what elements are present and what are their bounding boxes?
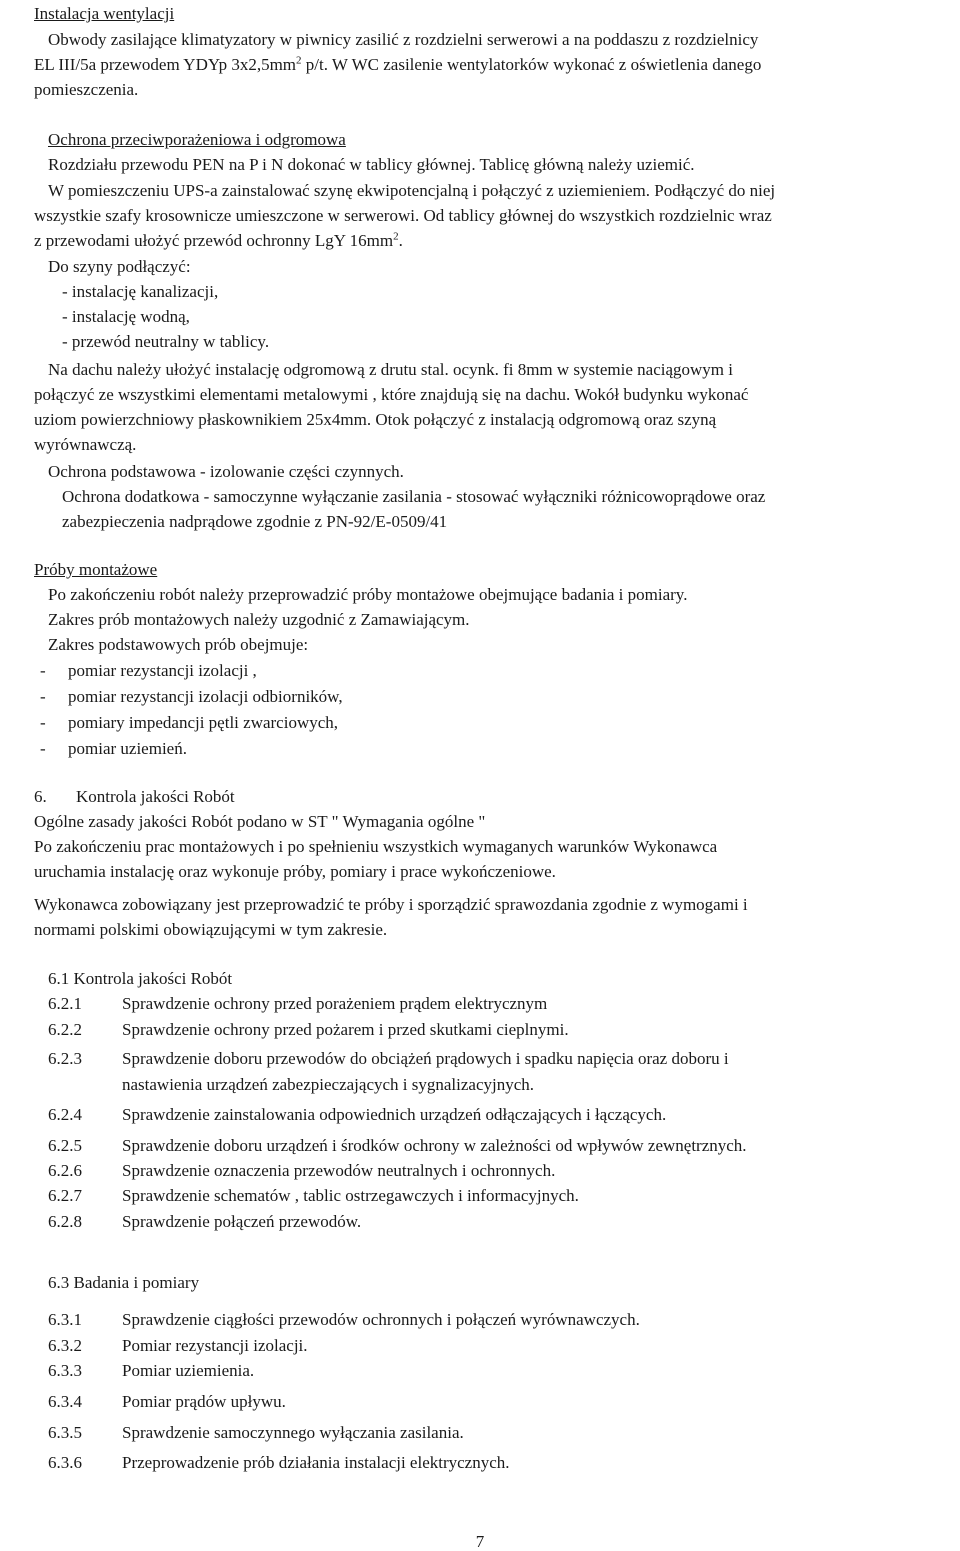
check-number: 6.2.1 xyxy=(48,994,82,1013)
measurement-number: 6.3.5 xyxy=(48,1423,82,1442)
page-number: 7 xyxy=(475,1532,485,1551)
section-6-line-4: Wykonawca zobowiązany jest przeprowadzić te próby i sporządzić sprawozdania zgodnie z wymogami i xyxy=(34,895,748,914)
section-6-line-1: Ogólne zasady jakości Robót podano w ST " Wymagania ogólne " xyxy=(34,812,486,831)
check-text: Sprawdzenie doboru przewodów do obciążeń prądowych i spadku napięcia oraz doboru i xyxy=(122,1049,729,1068)
tests-line-1: Po zakończeniu robót należy przeprowadzić próby montażowe obejmujące badania i pomiary. xyxy=(48,585,688,604)
check-text-continued: nastawienia urządzeń zabezpieczających i sygnalizacyjnych. xyxy=(122,1075,535,1094)
check-number: 6.2.2 xyxy=(48,1020,82,1039)
protection-line-1: Rozdziału przewodu PEN na P i N dokonać w tablicy głównej. Tablicę główną należy uziemić. xyxy=(48,155,695,174)
extra-protection-2: zabezpieczenia nadprądowe zgodnie z PN-92/E-0509/41 xyxy=(62,512,448,531)
section-6-line-5: normami polskimi obowiązującymi w tym zakresie. xyxy=(34,920,388,939)
lightning-line-1: Na dachu należy ułożyć instalację odgromową z drutu stal. ocynk. fi 8mm w systemie naciągowym i xyxy=(48,360,733,379)
lightning-line-2: połączyć ze wszystkimi elementami metalowymi , które znajdują się na dachu. Wokół budynku wykonać xyxy=(34,385,749,404)
check-text: Sprawdzenie ochrony przed pożarem i przed skutkami cieplnymi. xyxy=(122,1020,569,1039)
tests-dash: - xyxy=(40,661,46,680)
measurement-text: Pomiar uziemienia. xyxy=(122,1361,255,1380)
measurement-number: 6.3.6 xyxy=(48,1453,82,1472)
busbar-item: - przewód neutralny w tablicy. xyxy=(62,332,270,351)
heading-ventilation: Instalacja wentylacji xyxy=(34,4,175,23)
check-number: 6.2.5 xyxy=(48,1136,82,1155)
busbar-intro: Do szyny podłączyć: xyxy=(48,257,191,276)
measurement-number: 6.3.3 xyxy=(48,1361,82,1380)
heading-protection: Ochrona przeciwporażeniowa i odgromowa xyxy=(48,130,346,149)
measurement-text: Przeprowadzenie prób działania instalacji elektrycznych. xyxy=(122,1453,510,1472)
section-6-3-title: 6.3 Badania i pomiary xyxy=(48,1273,200,1292)
check-text: Sprawdzenie połączeń przewodów. xyxy=(122,1212,362,1231)
check-number: 6.2.3 xyxy=(48,1049,82,1068)
tests-dash: - xyxy=(40,687,46,706)
lightning-line-3: uziom powierzchniowy płaskownikiem 25x4mm. Otok połączyć z instalacją odgromową oraz szyną xyxy=(34,410,717,429)
heading-assembly-tests: Próby montażowe xyxy=(34,560,158,579)
busbar-item: - instalację kanalizacji, xyxy=(62,282,219,301)
measurement-text: Pomiar rezystancji izolacji. xyxy=(122,1336,308,1355)
vent-line-3: pomieszczenia. xyxy=(34,80,139,99)
check-text: Sprawdzenie schematów , tablic ostrzegawczych i informacyjnych. xyxy=(122,1186,579,1205)
check-number: 6.2.6 xyxy=(48,1161,82,1180)
check-text: Sprawdzenie doboru urządzeń i środków ochrony w zależności od wpływów zewnętrznych. xyxy=(122,1136,747,1155)
protection-line-4: z przewodami ułożyć przewód ochronny LgY $16mm^2$. xyxy=(34,230,403,250)
tests-line-3: Zakres podstawowych prób obejmuje: xyxy=(48,635,309,654)
tests-item: pomiar rezystancji izolacji , xyxy=(68,661,257,680)
measurement-text: Sprawdzenie ciągłości przewodów ochronnych i połączeń wyrównawczych. xyxy=(122,1310,640,1329)
check-number: 6.2.4 xyxy=(48,1105,82,1124)
check-text: Sprawdzenie zainstalowania odpowiednich urządzeń odłączających i łączących. xyxy=(122,1105,667,1124)
tests-dash: - xyxy=(40,713,46,732)
busbar-item: - instalację wodną, xyxy=(62,307,190,326)
measurement-text: Sprawdzenie samoczynnego wyłączania zasilania. xyxy=(122,1423,464,1442)
measurement-number: 6.3.2 xyxy=(48,1336,82,1355)
tests-item: pomiary impedancji pętli zwarciowych, xyxy=(68,713,339,732)
check-number: 6.2.7 xyxy=(48,1186,82,1205)
tests-item: pomiar uziemień. xyxy=(68,739,187,758)
section-6-line-3: uruchamia instalację oraz wykonuje próby, pomiary i prace wykończeniowe. xyxy=(34,862,556,881)
protection-line-2: W pomieszczeniu UPS-a zainstalować szynę ekwipotencjalną i połączyć z uziemieniem. Podłączyć do niej xyxy=(48,181,776,200)
section-6-line-2: Po zakończeniu prac montażowych i po spełnieniu wszystkich wymaganych warunków Wykonawca xyxy=(34,837,718,856)
vent-line-2: EL III/5a przewodem YDYp $3x2,5mm^2$ p/t. W WC zasilenie wentylatorków wykonać z oświetlenia danego xyxy=(34,54,762,74)
vent-line-1: Obwody zasilające klimatyzatory w piwnicy zasilić z rozdzielni serwerowi a na poddaszu z rozdzielnicy xyxy=(48,30,759,49)
basic-protection: Ochrona podstawowa - izolowanie części czynnych. xyxy=(48,462,404,481)
lightning-line-4: wyrównawczą. xyxy=(34,435,137,454)
section-6-1-title: 6.1 Kontrola jakości Robót xyxy=(48,969,233,988)
check-text: Sprawdzenie oznaczenia przewodów neutralnych i ochronnych. xyxy=(122,1161,556,1180)
tests-line-2: Zakres prób montażowych należy uzgodnić z Zamawiającym. xyxy=(48,610,470,629)
protection-line-3: wszystkie szafy krosownicze umieszczone w serwerowi. Od tablicy głównej do wszystkich rozdzielnic wraz xyxy=(34,206,772,225)
section-6-number: 6. xyxy=(34,787,47,806)
measurement-text: Pomiar prądów upływu. xyxy=(122,1392,286,1411)
measurement-number: 6.3.1 xyxy=(48,1310,82,1329)
check-number: 6.2.8 xyxy=(48,1212,82,1231)
measurement-number: 6.3.4 xyxy=(48,1392,82,1411)
tests-dash: - xyxy=(40,739,46,758)
tests-item: pomiar rezystancji izolacji odbiorników, xyxy=(68,687,343,706)
extra-protection-1: Ochrona dodatkowa - samoczynne wyłączanie zasilania - stosować wyłączniki różnicowoprądowe oraz xyxy=(62,487,766,506)
section-6-title: Kontrola jakości Robót xyxy=(76,787,235,806)
check-text: Sprawdzenie ochrony przed porażeniem prądem elektrycznym xyxy=(122,994,548,1013)
